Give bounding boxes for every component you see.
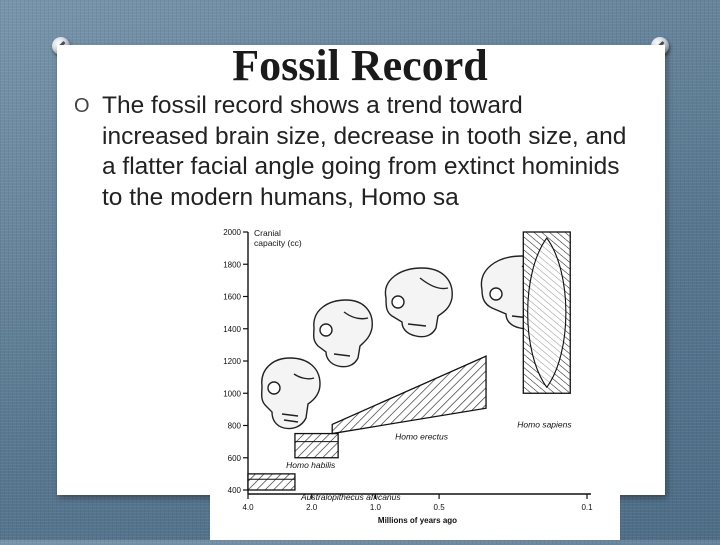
series-label: Australopithecus africanus xyxy=(300,492,401,502)
x-axis-title: Millions of years ago xyxy=(377,516,458,525)
bullet-text: The fossil record shows a trend toward increased brain size, decrease in tooth size, and a flatter facial angle going from extinct hominids to the modern humans, Homo sa xyxy=(102,92,627,211)
y-tick-label: 1400 xyxy=(223,324,241,334)
series-label: Homo habilis xyxy=(286,459,336,470)
y-tick-label: 600 xyxy=(227,453,241,463)
x-tick-label: 0.1 xyxy=(581,503,593,512)
bullet-point xyxy=(74,91,634,213)
cranial-capacity-chart xyxy=(210,222,620,540)
y-tick-label: 2000 xyxy=(223,228,241,237)
y-tick-label: 1000 xyxy=(223,389,241,399)
y-tick-label: 400 xyxy=(227,486,241,495)
y-tick-label: 1600 xyxy=(223,292,241,302)
x-tick-label: 0.5 xyxy=(433,503,445,512)
series-label: Homo sapiens xyxy=(517,419,572,430)
bullet-marker: O xyxy=(74,95,90,117)
chart-svg xyxy=(210,222,620,540)
bar-homo-habilis xyxy=(295,434,338,458)
x-tick-label: 2.0 xyxy=(306,503,318,512)
x-tick-label: 1.0 xyxy=(369,503,381,512)
series-label: Homo erectus xyxy=(395,431,449,442)
y-tick-label: 1800 xyxy=(223,260,241,270)
y-tick-label: 800 xyxy=(227,421,241,431)
skull-australopithecus-icon xyxy=(262,358,320,429)
y-tick-label: 1200 xyxy=(223,357,241,366)
bar-homo-erectus xyxy=(332,356,486,433)
skull-erectus-icon xyxy=(385,268,452,337)
y-axis-title: Cranial capacity (cc) xyxy=(254,228,302,248)
skull-habilis-icon xyxy=(314,300,373,367)
x-tick-label: 4.0 xyxy=(242,503,254,512)
slide-title: Fossil Record xyxy=(232,41,488,90)
bar-australopithecus-africanus xyxy=(248,474,295,490)
